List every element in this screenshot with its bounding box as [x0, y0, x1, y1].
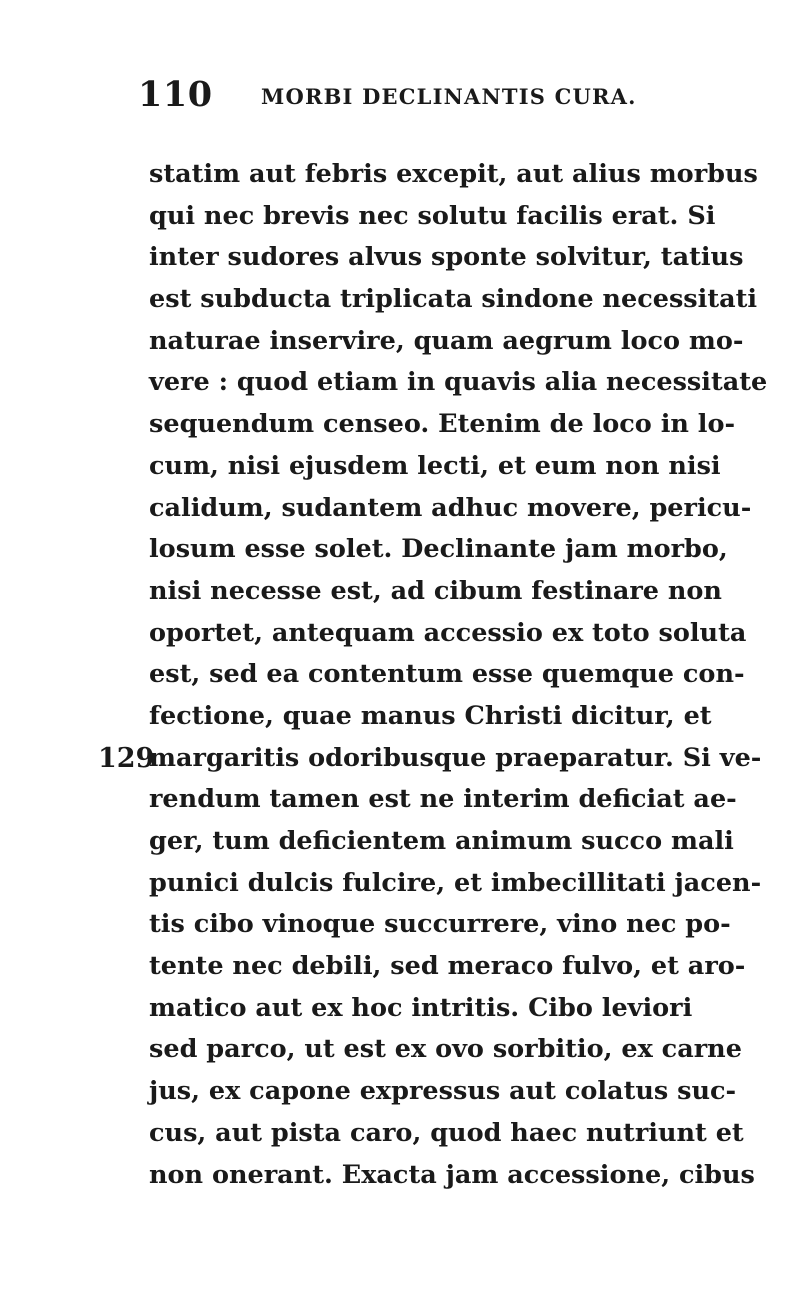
text-line: sequendum censeo. Etenim de loco in lo- — [149, 409, 736, 440]
page-header — [138, 70, 678, 120]
text-line-content: margaritis odoribusque praeparatur. Si ve- — [149, 742, 762, 773]
text-line: est subducta triplicata sindone necessitati — [149, 284, 758, 315]
text-line: nisi necesse est, ad cibum festinare non — [149, 575, 722, 606]
text-line: rendum tamen est ne interim deficiat ae- — [149, 784, 737, 815]
text-line: oportet, antequam accessio ex toto soluta — [149, 617, 747, 648]
text-line: ger, tum deficientem animum succo mali — [149, 826, 734, 856]
text-line: tente nec debili, sed meraco fulvo, et aro- — [149, 951, 746, 982]
text-line: sed parco, ut est ex ovo sorbitio, ex carne — [149, 1034, 742, 1065]
margin-page-reference: 129 — [98, 742, 155, 774]
text-line: jus, ex capone expressus aut colatus suc- — [149, 1076, 737, 1107]
text-line: inter sudores alvus sponte solvitur, tatius — [149, 242, 744, 273]
text-line: statim aut febris excepit, aut alius morbus — [149, 159, 758, 189]
text-line: calidum, sudantem adhuc movere, pericu- — [149, 492, 752, 523]
text-line: tis cibo vinoque succurrere, vino nec po- — [149, 909, 731, 940]
text-line: naturae inservire, quam aegrum loco mo- — [149, 325, 744, 356]
text-line: losum esse solet. Declinante jam morbo, — [149, 534, 728, 565]
text-line: matico aut ex hoc intritis. Cibo leviori — [149, 992, 693, 1023]
text-line: vere : quod etiam in quavis alia necessitate — [149, 367, 768, 398]
text-line: punici dulcis fulcire, et imbecillitati jacen- — [149, 867, 762, 898]
text-line: fectione, quae manus Christi dicitur, et — [149, 700, 712, 731]
page-number: 110 — [138, 74, 213, 115]
text-line: qui nec brevis nec solutu facilis erat. Si — [149, 200, 716, 231]
text-line: est, sed ea contentum esse quemque con- — [149, 659, 745, 690]
text-line: cus, aut pista caro, quod haec nutriunt et — [149, 1117, 744, 1148]
text-line-with-margin-note — [98, 738, 762, 780]
text-line: cum, nisi ejusdem lecti, et eum non nisi — [149, 450, 721, 481]
text-line: non onerant. Exacta jam accessione, cibus — [149, 1159, 755, 1190]
body-text — [98, 154, 768, 1196]
running-title: MORBI DECLINANTIS CURA. — [261, 84, 637, 109]
